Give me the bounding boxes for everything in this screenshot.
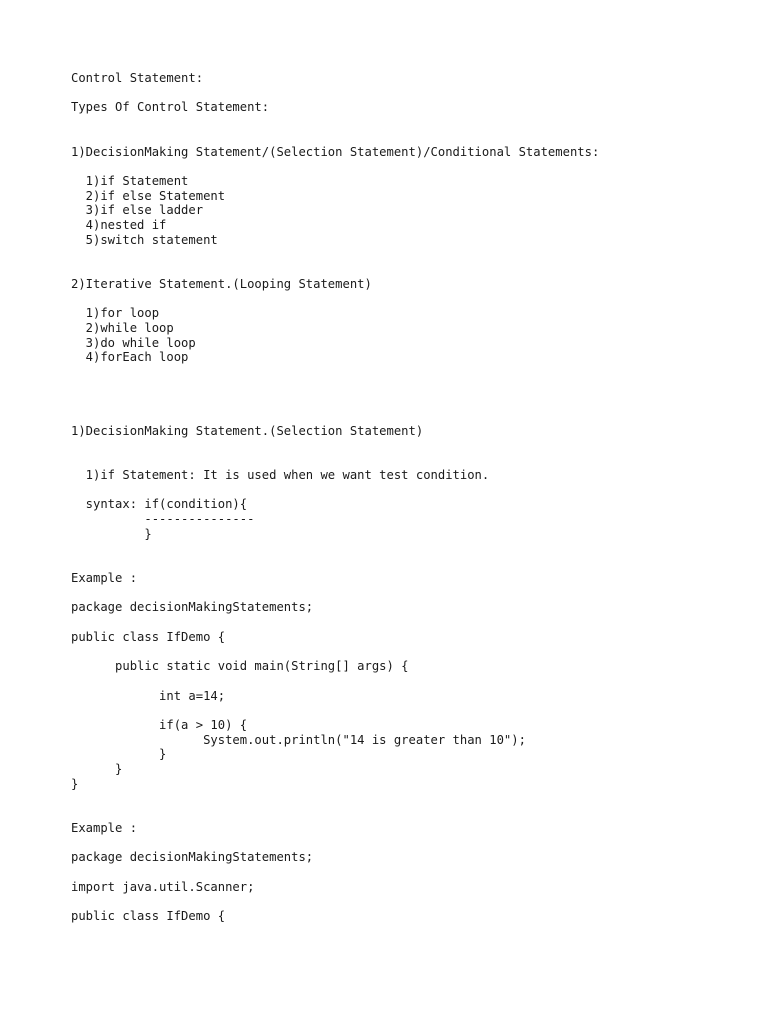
document-text: Control Statement: Types Of Control Statement: 1)DecisionMaking Statement/(Selection Statement)/Conditional Statements: 1)if Statement 2)if else Statement 3)if else ladder 4)nested if 5)switch statement 2)Iterative Statement.(Looping Statement) 1)for loop 2)while loop 3)do while loop 4)forEach loop 1)DecisionMaking Statement.(Selection Statement) 1)if Statement: It is used when we want test condition. syntax: if(condition){ --------------- } Example : package decisionMakingStatements; public class IfDemo { public static void main(String[] args) { int a=14; if(a > 10) { System.out.println("14 is greater than 10"); } } } Example : package decisionMakingStatements; import java.util.Scanner; public class IfDemo { xyxy=(71,71,600,924)
